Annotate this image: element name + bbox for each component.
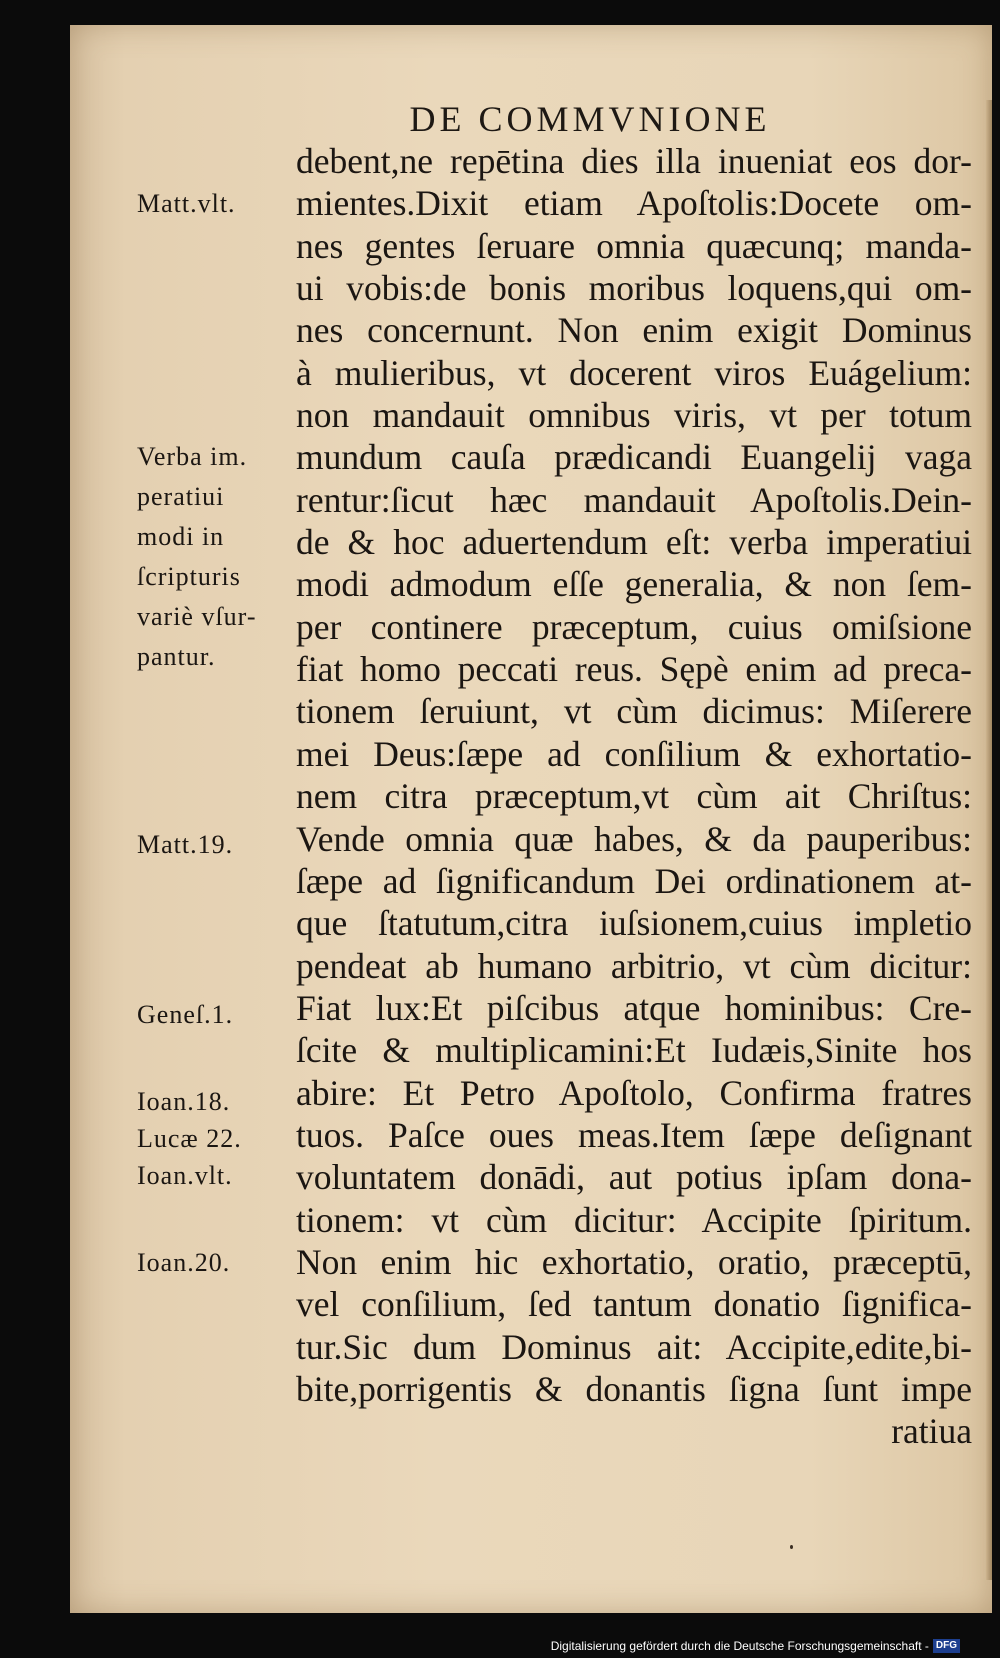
- margin-note-ioan-20: Ioan.20.: [137, 1248, 231, 1277]
- text-line: mientes.Dixit etiam Apoſtolis:Docete om-: [296, 183, 972, 224]
- text-line: non mandauit omnibus viris, vt per totum: [296, 395, 972, 436]
- margin-note-verba: Verba im. peratiui modi in ſcripturis variè vſur- pantur.: [137, 442, 257, 671]
- text-line: pendeat ab humano arbitrio, vt cùm dicitur:: [296, 945, 972, 986]
- text-line: ſæpe ad ſignificandum Dei ordinationem at-: [296, 860, 972, 901]
- text-line: per continere præceptum, cuius omiſsione: [296, 606, 972, 647]
- text-line: que ſtatutum,citra iuſsionem,cuius impletio: [296, 903, 972, 944]
- text-line: modi admodum eſſe generalia, & non ſem-: [296, 564, 972, 605]
- text-line: bite,porrigentis & donantis ſigna ſunt impe: [296, 1368, 972, 1409]
- catchword: ratiua: [891, 1411, 972, 1452]
- text-line: Non enim hic exhortatio, oratio, præceptū,: [296, 1241, 972, 1282]
- text-line: voluntatem donādi, aut potius ipſam dona-: [296, 1157, 972, 1198]
- running-header: DE COMMVNIONE: [409, 99, 771, 139]
- credit-text: Digitalisierung gefördert durch die Deutsche Forschungsgemeinschaft -: [550, 1639, 929, 1653]
- digitization-credit: [551, 1637, 960, 1655]
- margin-note-matt-vlt: Matt.vlt.: [137, 189, 236, 218]
- margin-note-genes-1: Geneſ.1.: [137, 1000, 234, 1029]
- text-line: tionem: vt cùm dicitur: Accipite ſpiritum.: [296, 1199, 972, 1240]
- text-line: abire: Et Petro Apoſtolo, Confirma fratres: [296, 1072, 972, 1113]
- margin-note-ioan-vlt: Ioan.vlt.: [137, 1161, 233, 1190]
- text-line: vel conſilium, ſed tantum donatio ſignifica-: [296, 1284, 972, 1325]
- margin-note-ioan-18: Ioan.18.: [137, 1087, 231, 1116]
- text-line: Vende omnia quæ habes, & da pauperibus:: [296, 818, 972, 859]
- text-line: à mulieribus, vt docerent viros Euágelium:: [296, 352, 972, 393]
- dfg-logo: DFG: [933, 1639, 960, 1653]
- text-line: ui vobis:de bonis moribus loquens,qui om-: [296, 268, 972, 309]
- text-line: tuos. Paſce oues meas.Item ſæpe deſignant: [296, 1114, 972, 1155]
- text-line: Fiat lux:Et piſcibus atque hominibus: Cre-: [296, 987, 972, 1028]
- text-line: tionem ſeruiunt, vt cùm dicimus: Miſerere: [296, 691, 972, 732]
- text-line: rentur:ſicut hæc mandauit Apoſtolis.Dein-: [296, 479, 972, 520]
- text-line: nem citra præceptum,vt cùm ait Chriſtus:: [296, 776, 972, 817]
- body-text: [296, 140, 972, 1453]
- margin-note-lucae-22: Lucæ 22.: [137, 1124, 242, 1153]
- page-edge: [986, 100, 992, 1580]
- margin-note-matt-19: Matt.19.: [137, 830, 234, 859]
- text-line: debent,ne repētina dies illa inueniat eos dor-: [296, 141, 972, 181]
- text-line: ſcite & multiplicamini:Et Iudæis,Sinite hos: [296, 1030, 972, 1071]
- text-line: fiat homo peccati reus. Sępè enim ad preca-: [296, 649, 972, 690]
- text-line: nes gentes ſeruare omnia quæcunq; manda-: [296, 225, 972, 266]
- text-line: tur.Sic dum Dominus ait: Accipite,edite,bi-: [296, 1326, 972, 1367]
- paper-speck: [790, 1545, 793, 1549]
- text-line: mundum cauſa prædicandi Euangelij vaga: [296, 437, 972, 478]
- text-line: nes concernunt. Non enim exigit Dominus: [296, 310, 972, 351]
- text-line: de & hoc aduertendum eſt: verba imperatiui: [296, 522, 972, 563]
- text-line: mei Deus:ſæpe ad conſilium & exhortatio-: [296, 733, 972, 774]
